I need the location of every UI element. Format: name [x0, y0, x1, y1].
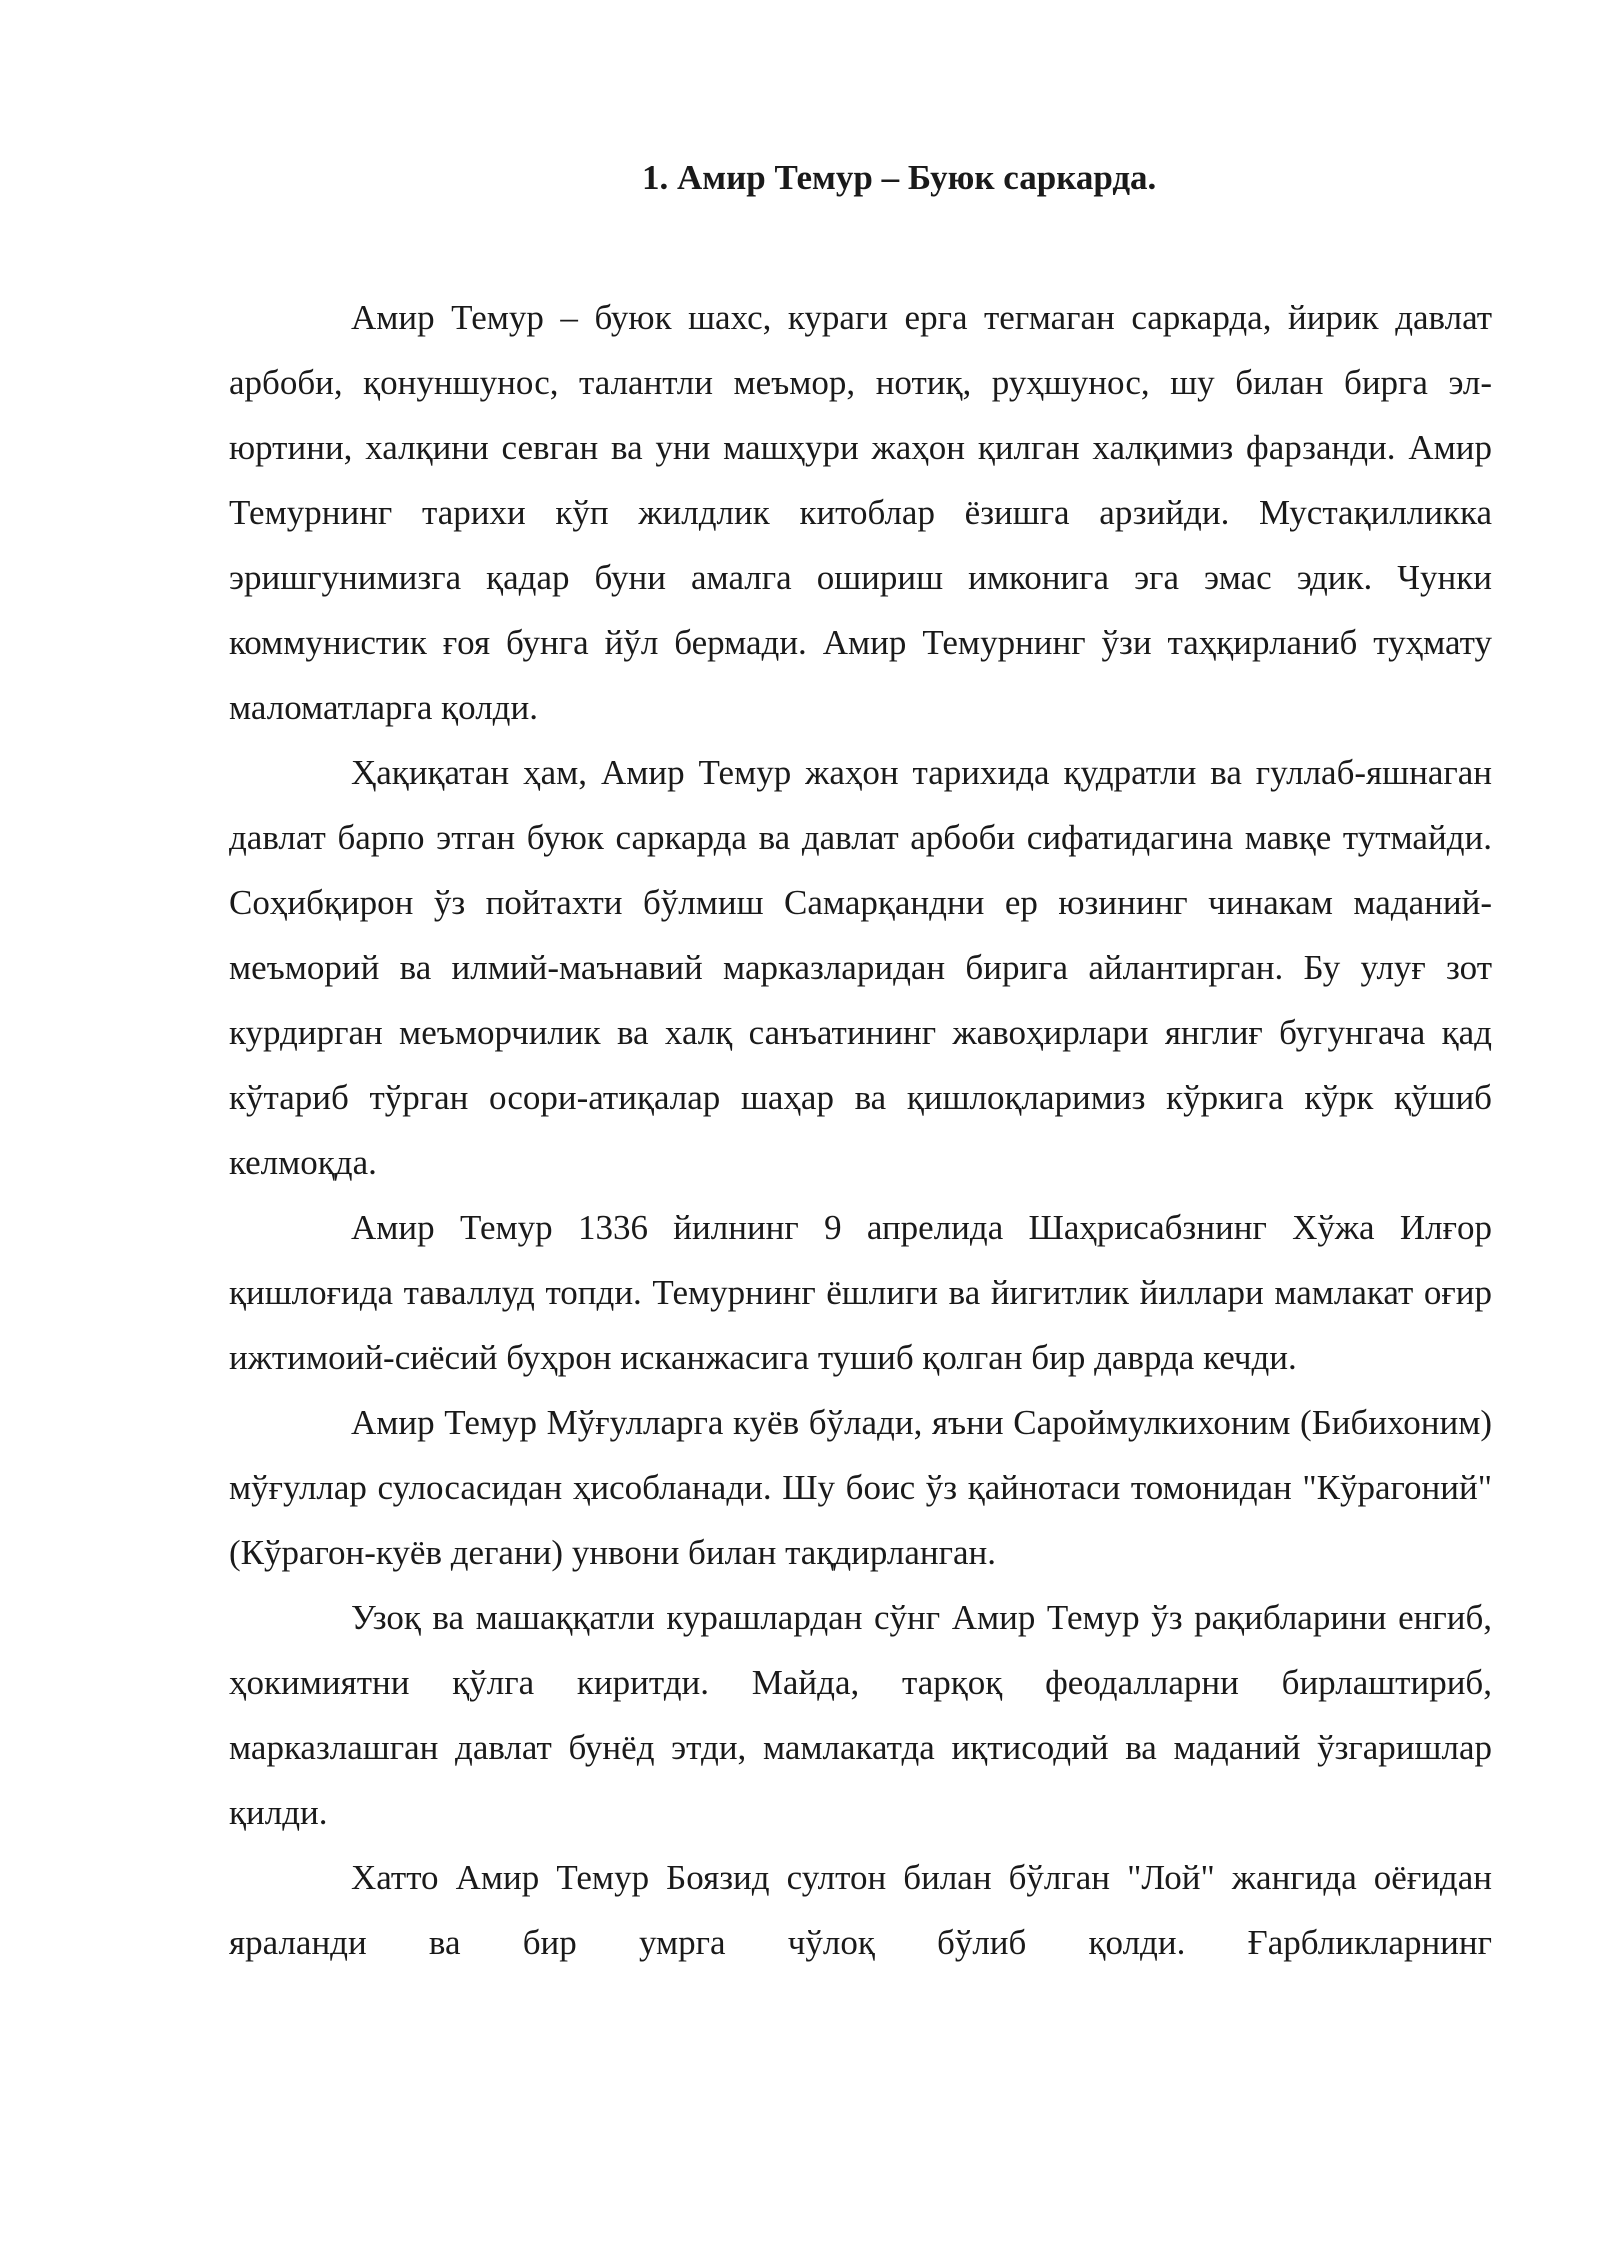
- document-title: 1. Амир Темур – Буюк саркарда.: [642, 158, 1157, 197]
- paragraph: Амир Темур 1336 йилнинг 9 апрелида Шаҳрисабзнинг Хўжа Илғор қишлоғида таваллуд топди. Темурнинг ёшлиги ва йигитлик йиллари мамлакат оғир ижтимоий-сиёсий буҳрон исканжасига тушиб қолган бир даврда кечди.: [229, 1208, 1492, 1377]
- paragraph: Амир Темур – буюк шахс, кураги ерга тегмаган саркарда, йирик давлат арбоби, қонуншунос, талантли меъмор, нотиқ, руҳшунос, шу билан бирга эл-юртини, халқини севган ва уни машҳури жаҳон қилган халқимиз фарзанди. Амир Темурнинг тарихи кўп жилдлик китоблар ёзишга арзийди. Мустақилликка эришгунимизга қадар буни амалга ошириш имконига эга эмас эдик. Чунки коммунистик ғоя бунга йўл бермади. Амир Темурнинг ўзи таҳқирланиб туҳмату маломатларга қолди.: [229, 298, 1492, 727]
- paragraph: Узоқ ва машаққатли курашлардан сўнг Амир Темур ўз рақибларини енгиб, ҳокимиятни қўлга киритди. Майда, тарқоқ феодалларни бирлаштириб, марказлашган давлат бунёд этди, мамлакатда иқтисодий ва маданий ўзгаришлар қилди.: [229, 1598, 1492, 1832]
- paragraph: Амир Темур Мўғулларга куёв бўлади, яъни Сароймулкихоним (Бибихоним) мўғуллар сулосасидан ҳисобланади. Шу боис ўз қайнотаси томонидан "Кўрагоний" (Кўрагон-куёв дегани) унвони билан тақдирланган.: [229, 1403, 1492, 1572]
- document-body: [229, 285, 1492, 1975]
- paragraph-continued: Хатто Амир Темур Боязид султон билан бўлган "Лой" жангида оёғидан яраланди ва бир умрга чўлоқ бўлиб қолди. Ғарбликларнинг: [229, 1858, 1492, 1962]
- paragraph: Ҳақиқатан ҳам, Амир Темур жаҳон тарихида қудратли ва гуллаб-яшнаган давлат барпо этган буюк саркарда ва давлат арбоби сифатидагина мавқе тутмайди. Соҳибқирон ўз пойтахти бўлмиш Самарқандни ер юзининг чинакам маданий-меъморий ва илмий-маънавий марказларидан бирига айлантирган. Бу улуғ зот курдирган меъморчилик ва халқ санъатининг жавоҳирлари янглиғ бугунгача қад кўтариб тўрган осори-атиқалар шаҳар ва қишлоқларимиз кўркига кўрк қўшиб келмоқда.: [229, 753, 1492, 1182]
